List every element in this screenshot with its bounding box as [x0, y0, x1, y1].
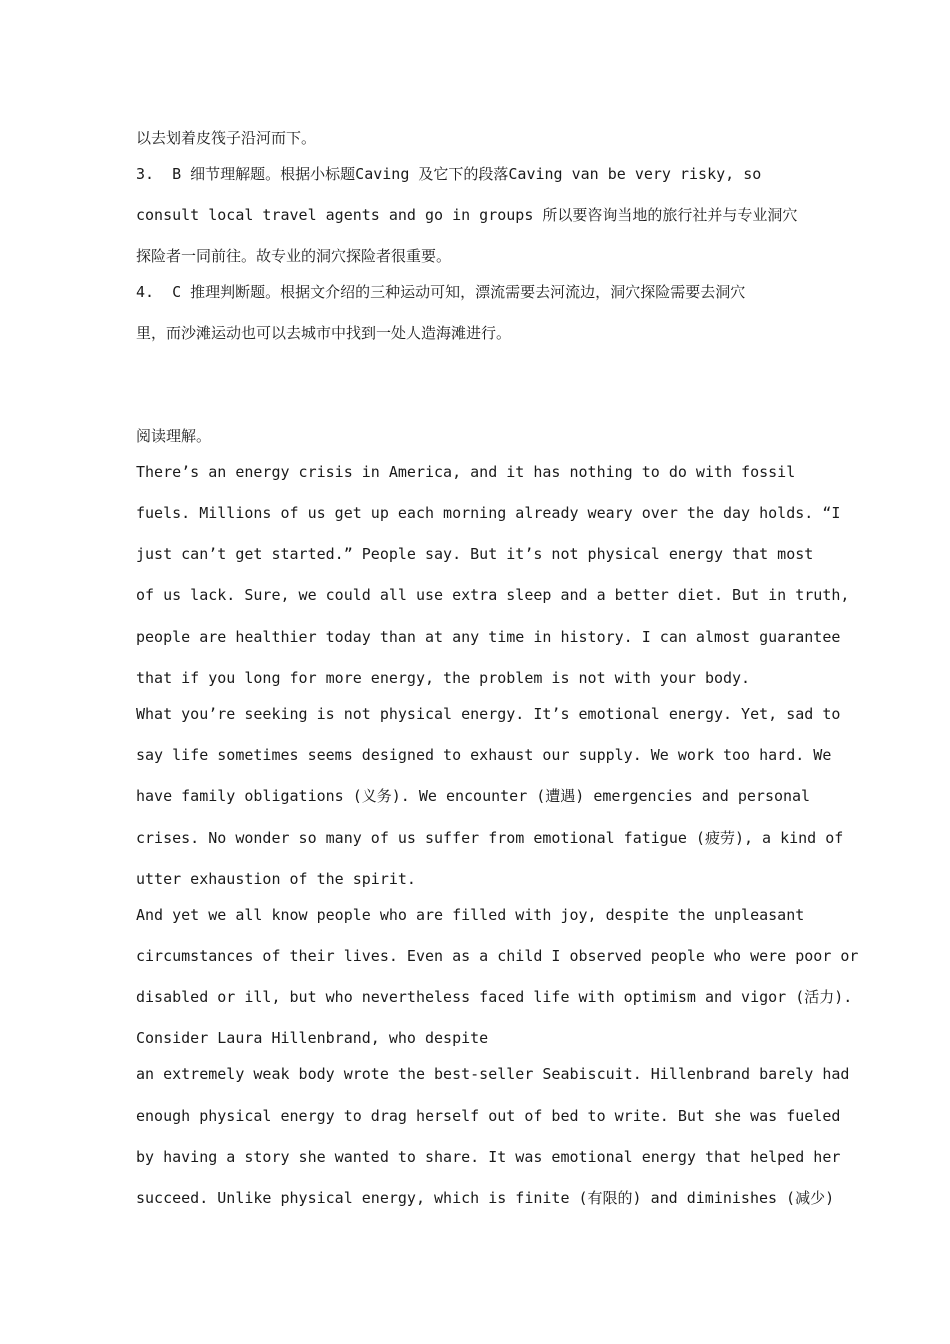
paragraph-line: There’s an energy crisis in America, and it has nothing to do with fossil [136, 463, 796, 481]
paragraph-line: say life sometimes seems designed to exhaust our supply. We work too hard. We [136, 746, 832, 764]
paragraph-line: crises. No wonder so many of us suffer from emotional fatigue (疲劳), a kind of [136, 829, 844, 847]
paragraph-line: by having a story she wanted to share. It was emotional energy that helped her [136, 1148, 841, 1166]
answer-3-line: 3. B 细节理解题。根据小标题Caving 及它下的段落Caving van be very risky, so [136, 165, 762, 183]
paragraph-line: disabled or ill, but who nevertheless faced life with optimism and vigor (活力). [136, 988, 853, 1006]
answer-3-line: 探险者一同前往。故专业的洞穴探险者很重要。 [136, 247, 452, 265]
paragraph-line: that if you long for more energy, the problem is not with your body. [136, 669, 751, 687]
paragraph-line: fuels. Millions of us get up each morning already weary over the day holds. “I [136, 504, 841, 522]
paragraph-line: just can’t get started.” People say. But it’s not physical energy that most [136, 545, 814, 563]
paragraph-line: circumstances of their lives. Even as a child I observed people who were poor or [136, 947, 859, 965]
paragraph-line: an extremely weak body wrote the best-seller Seabiscuit. Hillenbrand barely had [136, 1065, 850, 1083]
answer-continuation-line: 以去划着皮筏子沿河而下。 [136, 129, 317, 147]
paragraph-line: people are healthier today than at any time in history. I can almost guarantee [136, 628, 841, 646]
paragraph-line: have family obligations (义务). We encounter (遭遇) emergencies and personal [136, 787, 811, 805]
paragraph-line: of us lack. Sure, we could all use extra sleep and a better diet. But in truth, [136, 586, 850, 604]
answer-4-line: 4. C 推理判断题。根据文介绍的三种运动可知，漂流需要去河流边，洞穴探险需要去洞穴 [136, 283, 746, 301]
paragraph-line: enough physical energy to drag herself out of bed to write. But she was fueled [136, 1107, 841, 1125]
answer-4-line: 里，而沙滩运动也可以去城市中找到一处人造海滩进行。 [136, 324, 512, 342]
paragraph-line: What you’re seeking is not physical energy. It’s emotional energy. Yet, sad to [136, 705, 841, 723]
paragraph-line: utter exhaustion of the spirit. [136, 870, 416, 888]
answer-3-line: consult local travel agents and go in groups 所以要咨询当地的旅行社并与专业洞穴 [136, 206, 798, 224]
paragraph-line: succeed. Unlike physical energy, which is finite (有限的) and diminishes (减少) [136, 1189, 835, 1207]
paragraph-line: And yet we all know people who are filled with joy, despite the unpleasant [136, 906, 805, 924]
paragraph-line: Consider Laura Hillenbrand, who despite [136, 1029, 489, 1047]
reading-heading: 阅读理解。 [136, 427, 212, 445]
